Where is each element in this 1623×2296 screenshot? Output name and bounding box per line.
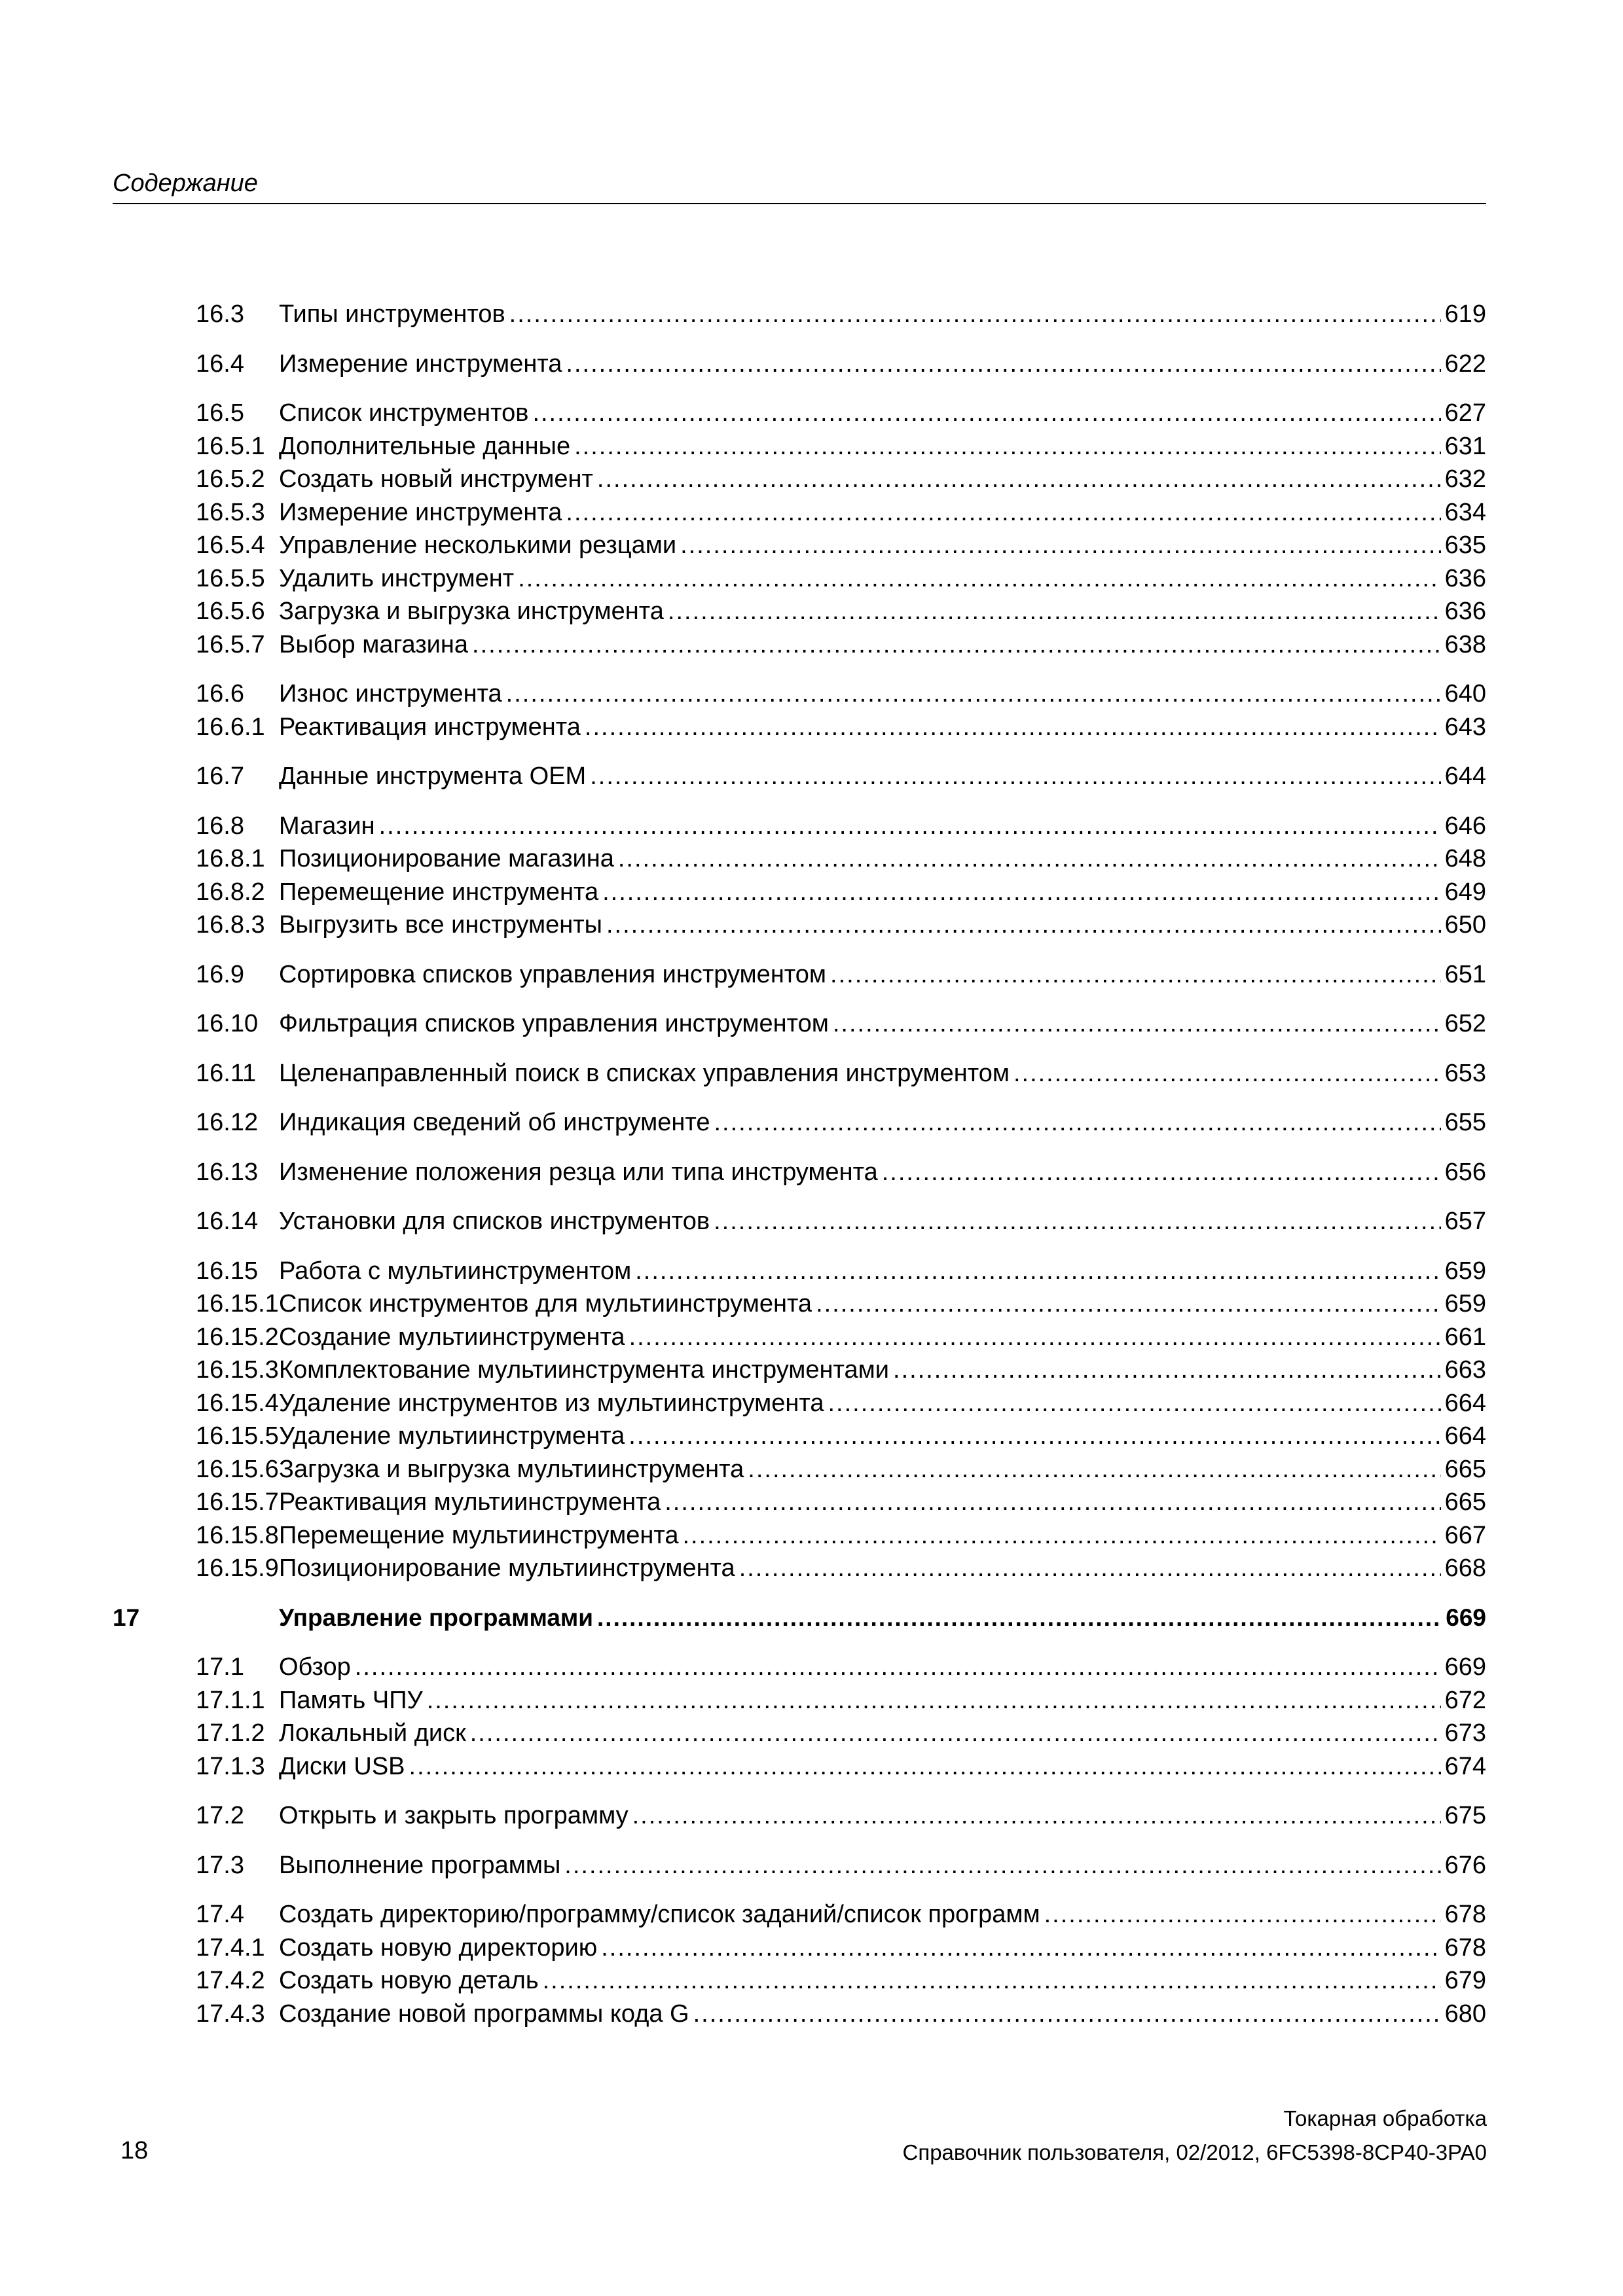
toc-entry[interactable]: [113, 496, 1486, 529]
toc-entry-number: 16.6: [196, 680, 244, 708]
toc-entry-number: 16.15.7: [196, 1488, 279, 1516]
toc-entry-page: 627: [1444, 399, 1486, 427]
toc-entry-number: 16.5.3: [196, 498, 265, 526]
toc-dot-leader: [714, 1205, 1441, 1238]
toc-entry-page: 679: [1444, 1967, 1486, 1994]
toc-entry[interactable]: [113, 628, 1486, 662]
toc-entry-page: 659: [1444, 1290, 1486, 1318]
toc-dot-leader: [597, 1602, 1442, 1635]
toc-dot-leader: [680, 529, 1440, 562]
toc-entry-number: 16.15.9: [196, 1554, 279, 1582]
page-header: [113, 162, 1486, 204]
toc-dot-leader: [409, 1750, 1441, 1784]
toc-entry-title: Создать директорию/программу/список заданий/список программ: [279, 1901, 1040, 1928]
toc-entry-page: 665: [1444, 1488, 1486, 1516]
toc-entry[interactable]: [113, 810, 1486, 843]
toc-entry-number: 16.7: [196, 762, 244, 790]
toc-dot-leader: [566, 496, 1440, 529]
toc-dot-leader: [427, 1684, 1441, 1717]
toc-entry-page: 678: [1444, 1901, 1486, 1928]
toc-entry-number: 17.1: [196, 1653, 244, 1681]
toc-entry-page: 651: [1444, 960, 1486, 988]
toc-entry-number: 17.4.3: [196, 2000, 265, 2028]
toc-entry-title: Комплектование мультиинструмента инструментами: [279, 1356, 890, 1384]
footer-manual-info: Справочник пользователя, 02/2012, 6FC5398-8CP40-3PA0: [902, 2140, 1487, 2164]
toc-dot-leader: [585, 711, 1441, 744]
toc-dot-leader: [597, 463, 1441, 496]
toc-dot-leader: [816, 1287, 1441, 1321]
toc-entry[interactable]: [113, 711, 1486, 744]
toc-entry-title: Износ инструмента: [279, 680, 502, 708]
toc-entry[interactable]: [113, 1964, 1486, 1998]
toc-entry-number: 17.4: [196, 1901, 244, 1928]
toc-dot-leader: [828, 1387, 1441, 1420]
toc-entry-page: 675: [1444, 1802, 1486, 1829]
header-title: Содержание: [113, 170, 258, 197]
toc-entry-title: Список инструментов для мультиинструмента: [279, 1290, 812, 1318]
toc-entry[interactable]: [113, 677, 1486, 711]
toc-entry[interactable]: [113, 529, 1486, 562]
toc-dot-leader: [1013, 1057, 1441, 1090]
toc-entry-page: 664: [1444, 1422, 1486, 1450]
toc-entry[interactable]: [113, 1684, 1486, 1717]
toc-entry-number: 16.15.5: [196, 1422, 279, 1450]
toc-entry-page: 640: [1444, 680, 1486, 708]
toc-entry[interactable]: [113, 1453, 1486, 1486]
toc-dot-leader: [606, 908, 1441, 942]
toc-entry-number: 17.1.1: [196, 1686, 265, 1714]
toc-entry-page: 664: [1444, 1389, 1486, 1417]
toc-dot-leader: [632, 1799, 1441, 1833]
toc-entry-title: Работа с мультиинструментом: [279, 1257, 632, 1285]
toc-entry[interactable]: [113, 430, 1486, 463]
toc-dot-leader: [668, 595, 1441, 628]
toc-entry-number: 16.5.4: [196, 531, 265, 559]
toc-entry-page: 632: [1444, 465, 1486, 493]
toc-entry-number: 17.4.2: [196, 1967, 265, 1994]
toc-dot-leader: [714, 1106, 1441, 1139]
toc-entry[interactable]: [113, 1931, 1486, 1965]
toc-entry[interactable]: [113, 876, 1486, 909]
toc-entry-number: 16.5.1: [196, 432, 265, 460]
toc-dot-leader: [1044, 1898, 1441, 1931]
toc-entry[interactable]: [113, 1007, 1486, 1041]
toc-entry-page: 668: [1444, 1554, 1486, 1582]
toc-dot-leader: [506, 677, 1441, 711]
footer-page-number: 18: [120, 2137, 149, 2164]
toc-entry-number: 16.8.1: [196, 845, 265, 872]
toc-entry-number: 16.11: [196, 1059, 257, 1087]
toc-entry-title: Управление программами: [279, 1604, 594, 1631]
toc-entry[interactable]: [113, 1156, 1486, 1189]
toc-entry-page: 655: [1444, 1109, 1486, 1136]
toc-dot-leader: [564, 1849, 1440, 1882]
toc-entry[interactable]: [113, 1651, 1486, 1684]
toc-entry-title: Открыть и закрыть программу: [279, 1802, 629, 1829]
toc-dot-leader: [635, 1255, 1440, 1288]
toc-entry-number: 16.6.1: [196, 713, 265, 741]
toc-entry[interactable]: [113, 595, 1486, 628]
toc-entry-page: 653: [1444, 1059, 1486, 1087]
toc-entry-number: 17.1.2: [196, 1719, 265, 1747]
toc-entry[interactable]: [113, 1750, 1486, 1784]
toc-entry-number: 17.3: [196, 1851, 244, 1879]
toc-entry[interactable]: [113, 1486, 1486, 1519]
toc-dot-leader: [739, 1552, 1441, 1585]
toc-dot-leader: [543, 1964, 1441, 1998]
toc-entry[interactable]: [113, 958, 1486, 992]
toc-entry[interactable]: [113, 760, 1486, 793]
toc-entry-number: 16.15.6: [196, 1455, 279, 1483]
toc-entry-title: Дополнительные данные: [279, 432, 571, 460]
toc-entry-page: 673: [1444, 1719, 1486, 1747]
toc-entry-page: 619: [1444, 300, 1486, 328]
toc-entry-page: 643: [1444, 713, 1486, 741]
toc-dot-leader: [893, 1354, 1441, 1387]
toc-entry-number: 16.5: [196, 399, 244, 427]
toc-dot-leader: [882, 1156, 1441, 1189]
toc-entry[interactable]: [113, 1057, 1486, 1090]
toc-entry-page: 644: [1444, 762, 1486, 790]
toc-entry-title: Создать новую директорию: [279, 1933, 598, 1962]
toc-entry-title: Типы инструментов: [279, 300, 505, 328]
toc-entry-page: 663: [1444, 1356, 1486, 1384]
toc-entry-page: 676: [1444, 1851, 1486, 1879]
toc-entry-number: 16.5.5: [196, 564, 265, 592]
toc-entry[interactable]: [113, 842, 1486, 876]
toc-entry-number: 16.12: [196, 1109, 259, 1136]
toc-entry-title: Обзор: [279, 1653, 351, 1681]
toc-entry-number: 16.15: [196, 1257, 259, 1285]
toc-entry-title: Целенаправленный поиск в списках управления инструментом: [279, 1059, 1010, 1087]
toc-entry[interactable]: [113, 1717, 1486, 1750]
toc-entry[interactable]: [113, 1552, 1486, 1585]
toc-entry-number: 16.13: [196, 1158, 259, 1186]
footer-book-title: Токарная обработка: [1283, 2106, 1487, 2130]
toc-entry-title: Список инструментов: [279, 399, 529, 427]
toc-dot-leader: [629, 1321, 1441, 1354]
toc-entry-number: 16.8: [196, 812, 244, 840]
toc-entry-title: Локальный диск: [279, 1719, 466, 1747]
toc-entry-number: 16.14: [196, 1208, 259, 1235]
toc-entry[interactable]: [113, 562, 1486, 596]
toc-dot-leader: [566, 348, 1440, 381]
toc-entry-number: 17: [113, 1604, 140, 1631]
toc-entry-title: Выбор магазина: [279, 630, 469, 658]
toc-dot-leader: [509, 298, 1441, 331]
toc-entry-number: 16.15.2: [196, 1323, 279, 1351]
toc-entry-number: 16.3: [196, 300, 244, 328]
toc-entry-title: Позиционирование мультиинструмента: [279, 1554, 735, 1582]
toc-entry-title: Данные инструмента OEM: [279, 762, 587, 790]
toc-entry-title: Выполнение программы: [279, 1851, 561, 1879]
toc-entry-page: 669: [1444, 1653, 1486, 1681]
toc-dot-leader: [748, 1453, 1440, 1486]
toc-dot-leader: [590, 760, 1440, 793]
toc-entry[interactable]: [113, 1387, 1486, 1420]
toc-entry-page: 672: [1444, 1686, 1486, 1714]
toc-entry-title: Удалить инструмент: [279, 564, 515, 592]
toc-entry-number: 17.1.3: [196, 1752, 265, 1780]
toc-entry-page: 661: [1444, 1323, 1486, 1351]
toc-entry-page: 667: [1444, 1521, 1486, 1549]
toc-entry-page: 635: [1444, 531, 1486, 559]
toc-entry[interactable]: [113, 298, 1486, 331]
toc-entry-page: 680: [1444, 2000, 1486, 2028]
toc-dot-leader: [574, 430, 1441, 463]
toc-dot-leader: [693, 1998, 1441, 2031]
toc-entry-title: Память ЧПУ: [279, 1686, 423, 1714]
toc-entry[interactable]: [113, 1998, 1486, 2031]
toc-entry-page: 638: [1444, 630, 1486, 658]
table-of-contents: [113, 298, 1486, 2030]
toc-entry-number: 16.8.2: [196, 878, 265, 906]
toc-entry-title: Индикация сведений об инструменте: [279, 1109, 710, 1136]
toc-entry-page: 649: [1444, 878, 1486, 906]
toc-entry[interactable]: [113, 348, 1486, 381]
toc-entry-title: Создать новый инструмент: [279, 465, 593, 493]
toc-entry-page: 674: [1444, 1752, 1486, 1780]
toc-entry[interactable]: [113, 1420, 1486, 1453]
toc-dot-leader: [833, 1007, 1441, 1041]
toc-entry-page: 650: [1444, 911, 1486, 939]
toc-dot-leader: [682, 1519, 1440, 1552]
toc-entry-number: 16.5.2: [196, 465, 265, 493]
toc-entry-number: 17.2: [196, 1802, 244, 1829]
toc-entry-title: Позиционирование магазина: [279, 845, 614, 872]
toc-entry-number: 16.5.6: [196, 598, 265, 625]
toc-dot-leader: [601, 1931, 1440, 1965]
toc-entry[interactable]: [113, 1255, 1486, 1288]
toc-entry-title: Выгрузить все инструменты: [279, 911, 602, 939]
toc-entry[interactable]: [113, 1519, 1486, 1552]
toc-entry-title: Сортировка списков управления инструментом: [279, 960, 827, 988]
toc-entry-page: 656: [1444, 1158, 1486, 1186]
toc-entry-page: 622: [1444, 350, 1486, 378]
toc-dot-leader: [618, 842, 1441, 876]
toc-dot-leader: [379, 810, 1441, 843]
toc-entry-number: 16.15.4: [196, 1389, 279, 1417]
toc-entry-number: 16.8.3: [196, 911, 265, 939]
toc-entry[interactable]: [113, 1287, 1486, 1321]
toc-entry-page: 678: [1444, 1933, 1486, 1962]
toc-entry-number: 16.9: [196, 960, 244, 988]
toc-entry-title: Диски USB: [279, 1752, 405, 1780]
toc-entry[interactable]: [113, 1205, 1486, 1238]
toc-entry-title: Установки для списков инструментов: [279, 1208, 710, 1235]
toc-entry-number: 17.4.1: [196, 1933, 265, 1962]
toc-entry[interactable]: [113, 908, 1486, 942]
toc-entry-title: Удаление инструментов из мультиинструмента: [279, 1389, 824, 1417]
toc-entry[interactable]: [113, 1898, 1486, 1931]
toc-entry-page: 646: [1444, 812, 1486, 840]
toc-entry-title: Измерение инструмента: [279, 350, 562, 378]
toc-entry[interactable]: [113, 1849, 1486, 1882]
toc-entry[interactable]: [113, 1354, 1486, 1387]
toc-entry-title: Удаление мультиинструмента: [279, 1422, 625, 1450]
toc-entry-number: 16.10: [196, 1010, 259, 1037]
toc-dot-leader: [629, 1420, 1440, 1453]
toc-dot-leader: [532, 397, 1440, 430]
toc-entry-page: 652: [1444, 1010, 1486, 1037]
toc-entry-title: Перемещение инструмента: [279, 878, 599, 906]
toc-dot-leader: [355, 1651, 1441, 1684]
toc-entry-title: Управление несколькими резцами: [279, 531, 677, 559]
toc-entry-title: Создать новую деталь: [279, 1967, 539, 1994]
toc-entry-title: Создание новой программы кода G: [279, 2000, 689, 2028]
toc-entry-title: Загрузка и выгрузка инструмента: [279, 598, 664, 625]
toc-entry-number: 16.15.1: [196, 1290, 279, 1318]
toc-entry-page: 636: [1444, 564, 1486, 592]
toc-entry-page: 659: [1444, 1257, 1486, 1285]
toc-entry[interactable]: [113, 1321, 1486, 1354]
toc-entry-number: 16.4: [196, 350, 244, 378]
toc-entry-title: Измерение инструмента: [279, 498, 562, 526]
toc-entry-title: Магазин: [279, 812, 375, 840]
toc-entry-page: 634: [1444, 498, 1486, 526]
toc-entry-page: 657: [1444, 1208, 1486, 1235]
toc-dot-leader: [602, 876, 1440, 909]
toc-entry-number: 16.5.7: [196, 630, 265, 658]
toc-dot-leader: [665, 1486, 1440, 1519]
toc-entry-page: 665: [1444, 1455, 1486, 1483]
toc-entry-title: Фильтрация списков управления инструментом: [279, 1010, 829, 1037]
toc-entry-number: 16.15.8: [196, 1521, 279, 1549]
toc-dot-leader: [470, 1717, 1441, 1750]
toc-dot-leader: [518, 562, 1440, 596]
toc-dot-leader: [472, 628, 1441, 662]
toc-entry-title: Реактивация мультиинструмента: [279, 1488, 661, 1516]
toc-dot-leader: [830, 958, 1441, 992]
toc-entry[interactable]: [113, 397, 1486, 430]
toc-entry-page: 631: [1444, 432, 1486, 460]
toc-entry-page: 648: [1444, 845, 1486, 872]
toc-entry-page: 669: [1446, 1604, 1486, 1631]
toc-entry-title: Реактивация инструмента: [279, 713, 581, 741]
toc-chapter-entry[interactable]: [113, 1602, 1486, 1635]
toc-entry[interactable]: [113, 463, 1486, 496]
toc-entry-title: Перемещение мультиинструмента: [279, 1521, 679, 1549]
toc-entry[interactable]: [113, 1106, 1486, 1139]
toc-entry-title: Изменение положения резца или типа инструмента: [279, 1158, 878, 1186]
toc-entry-page: 636: [1444, 598, 1486, 625]
toc-entry-title: Загрузка и выгрузка мультиинструмента: [279, 1455, 744, 1483]
toc-entry[interactable]: [113, 1799, 1486, 1833]
toc-entry-title: Создание мультиинструмента: [279, 1323, 625, 1351]
toc-entry-number: 16.15.3: [196, 1356, 279, 1384]
